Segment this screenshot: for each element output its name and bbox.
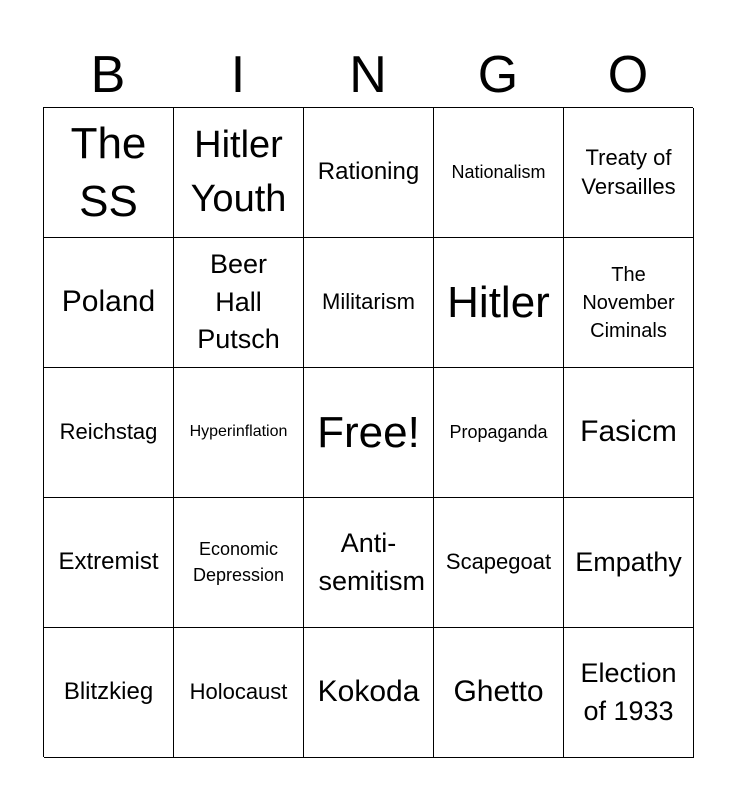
cell-label: Rationing xyxy=(317,158,420,186)
cell-label: Nationalism xyxy=(451,161,546,182)
header-letter-i: I xyxy=(230,46,246,104)
bingo-cell-3-5[interactable] xyxy=(564,368,694,498)
bingo-cell-3-3[interactable] xyxy=(304,368,434,498)
bingo-cell-1-2[interactable] xyxy=(174,108,304,238)
bingo-cell-5-5[interactable] xyxy=(564,628,694,758)
cell-label: Extremist xyxy=(58,548,159,576)
header-letter-g: G xyxy=(477,46,519,104)
bingo-cell-4-5[interactable] xyxy=(564,498,694,628)
bingo-cell-4-1[interactable] xyxy=(44,498,174,628)
cell-label: Blitzkieg xyxy=(63,678,154,706)
cell-label: Fasicm xyxy=(580,415,677,449)
cell-label: Propaganda xyxy=(449,421,548,442)
bingo-cell-5-1[interactable] xyxy=(44,628,174,758)
bingo-cell-2-3[interactable] xyxy=(304,238,434,368)
cell-label: Hitler xyxy=(447,277,550,327)
bingo-cell-2-1[interactable] xyxy=(44,238,174,368)
bingo-cell-4-2[interactable] xyxy=(174,498,304,628)
bingo-header xyxy=(43,44,693,106)
bingo-cell-2-4[interactable] xyxy=(434,238,564,368)
bingo-cell-3-4[interactable] xyxy=(434,368,564,498)
cell-label: The SS xyxy=(70,119,147,226)
bingo-cell-2-2[interactable] xyxy=(174,238,304,368)
bingo-cell-1-5[interactable] xyxy=(564,108,694,238)
cell-label: Scapegoat xyxy=(445,549,552,575)
cell-label: Holocaust xyxy=(189,679,288,705)
cell-label: Beer Hall Putsch xyxy=(197,248,280,355)
header-letter-o: O xyxy=(607,46,649,104)
cell-label: Anti- semitism xyxy=(318,527,425,596)
cell-label: Hyperinflation xyxy=(189,423,288,441)
bingo-cell-5-3[interactable] xyxy=(304,628,434,758)
bingo-cell-4-3[interactable] xyxy=(304,498,434,628)
free-space: Free! xyxy=(317,407,420,457)
cell-label: Election of 1933 xyxy=(580,657,677,726)
header-letter-b: B xyxy=(90,46,126,104)
cell-label: Kokoda xyxy=(317,675,420,709)
cell-label: Ghetto xyxy=(453,675,544,709)
cell-label: Reichstag xyxy=(59,419,158,445)
cell-label: Poland xyxy=(61,285,156,319)
cell-label: Militarism xyxy=(322,289,415,315)
bingo-cell-5-2[interactable] xyxy=(174,628,304,758)
cell-label: The November Ciminals xyxy=(582,263,675,342)
cell-label: Treaty of Versailles xyxy=(581,144,676,199)
cell-label: Empathy xyxy=(575,546,682,577)
bingo-cell-4-4[interactable] xyxy=(434,498,564,628)
bingo-cell-5-4[interactable] xyxy=(434,628,564,758)
bingo-cell-3-2[interactable] xyxy=(174,368,304,498)
header-letter-n: N xyxy=(349,46,387,104)
cell-label: Economic Depression xyxy=(192,539,285,585)
bingo-grid xyxy=(43,107,693,757)
bingo-cell-2-5[interactable] xyxy=(564,238,694,368)
bingo-cell-1-4[interactable] xyxy=(434,108,564,238)
cell-label: Hitler Youth xyxy=(190,124,287,220)
bingo-cell-1-3[interactable] xyxy=(304,108,434,238)
bingo-cell-1-1[interactable] xyxy=(44,108,174,238)
bingo-cell-3-1[interactable] xyxy=(44,368,174,498)
